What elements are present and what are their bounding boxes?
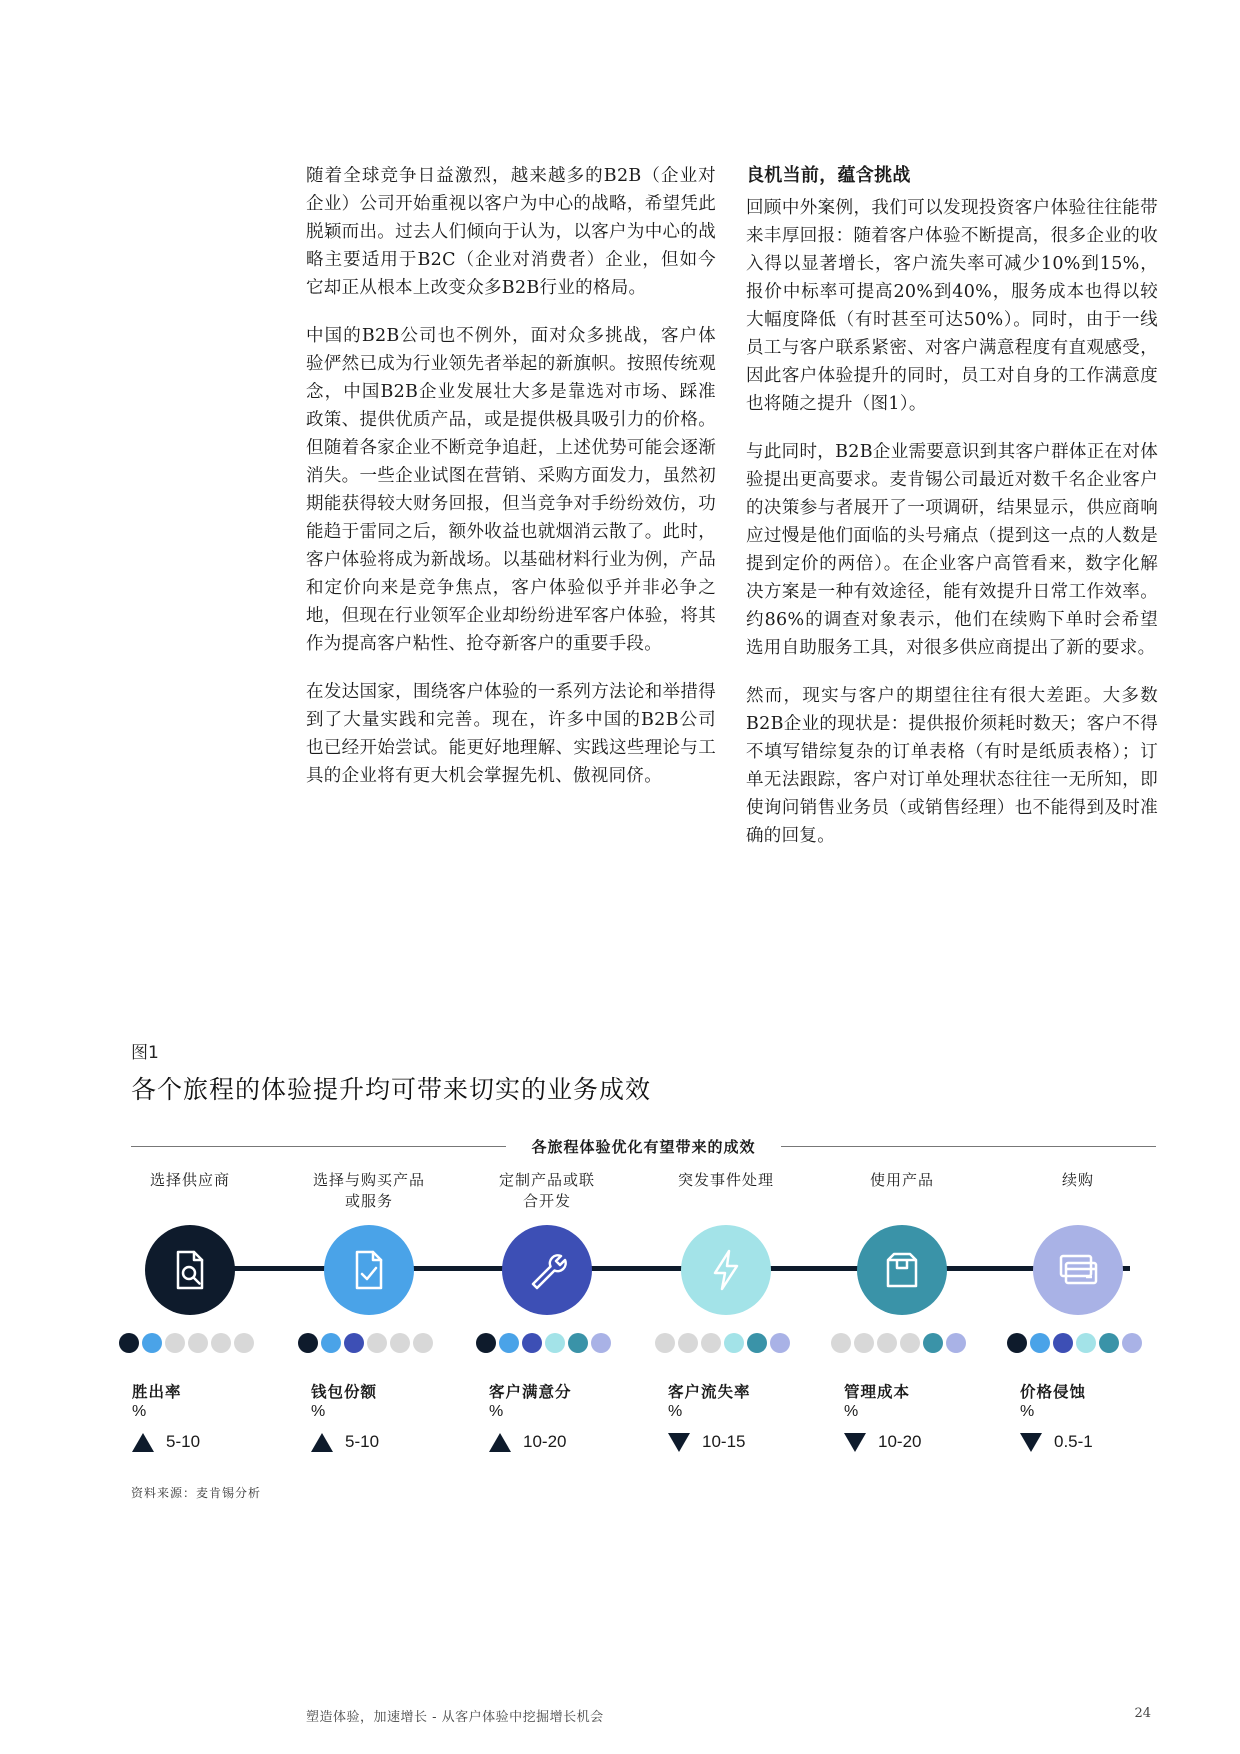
metric-name: 管理成本 bbox=[844, 1382, 911, 1401]
metric-name: 胜出率 bbox=[132, 1382, 182, 1401]
stage-label: 选择供应商 bbox=[149, 1171, 230, 1189]
lightning-icon bbox=[681, 1225, 771, 1315]
article-right-column bbox=[746, 162, 1158, 870]
metric-unit: % bbox=[311, 1403, 326, 1420]
stage-label: 续购 bbox=[1061, 1171, 1094, 1189]
indicator-dot bbox=[321, 1333, 341, 1353]
indicator-dot bbox=[1076, 1333, 1096, 1353]
figure-title: 各个旅程的体验提升均可带来切实的业务成效 bbox=[131, 1075, 652, 1104]
indicator-dot bbox=[946, 1333, 966, 1353]
metric-name: 客户流失率 bbox=[668, 1382, 751, 1401]
page-number: 24 bbox=[1134, 1706, 1151, 1721]
indicator-dot bbox=[678, 1333, 698, 1353]
stage-label: 选择与购买产品 或服务 bbox=[312, 1171, 425, 1210]
metric-name: 钱包份额 bbox=[311, 1382, 378, 1401]
source-note: 资料来源：麦肯锡分析 bbox=[131, 1486, 262, 1500]
metric-value: 10-20 bbox=[523, 1432, 567, 1451]
footer-title: 塑造体验，加速增长 - 从客户体验中挖掘增长机会 bbox=[306, 1710, 604, 1725]
triangle-down-icon bbox=[844, 1433, 866, 1452]
indicator-dot bbox=[234, 1333, 254, 1353]
indicator-dot bbox=[591, 1333, 611, 1353]
indicator-dot bbox=[1053, 1333, 1073, 1353]
indicator-dot bbox=[854, 1333, 874, 1353]
metric-unit: % bbox=[489, 1403, 504, 1420]
credit-card-icon bbox=[1033, 1225, 1123, 1315]
indicator-dots bbox=[655, 1333, 790, 1353]
stage-metric bbox=[668, 1380, 828, 1452]
metric-unit: % bbox=[844, 1403, 859, 1420]
metric-unit: % bbox=[668, 1403, 683, 1420]
indicator-dot bbox=[211, 1333, 231, 1353]
indicator-dots bbox=[298, 1333, 433, 1353]
box-icon bbox=[857, 1225, 947, 1315]
triangle-up-icon bbox=[132, 1433, 154, 1452]
indicator-dot bbox=[545, 1333, 565, 1353]
stage-metric bbox=[489, 1380, 649, 1452]
metric-value: 0.5-1 bbox=[1054, 1432, 1093, 1451]
triangle-down-icon bbox=[668, 1433, 690, 1452]
metric-value: 10-20 bbox=[878, 1432, 922, 1451]
stage-label: 突发事件处理 bbox=[677, 1171, 774, 1189]
indicator-dot bbox=[413, 1333, 433, 1353]
indicator-dot bbox=[900, 1333, 920, 1353]
stage-label: 使用产品 bbox=[869, 1171, 934, 1189]
indicator-dot bbox=[522, 1333, 542, 1353]
stage-metric bbox=[1020, 1380, 1180, 1452]
indicator-dot bbox=[188, 1333, 208, 1353]
divider bbox=[131, 1146, 506, 1147]
paragraph: 中国的B2B公司也不例外，面对众多挑战，客户体验俨然已成为行业领先者举起的新旗帜。按照传统观念，中国B2B企业发展壮大多是靠选对市场、踩准政策、提供优质产品，或是提供极具吸引力的价格。但随着各家企业不断竞争追赶，上述优势可能会逐渐消失。一些企业试图在营销、采购方面发力，虽然初期能获得较大财务回报，但当竞争对手纷纷效仿，功能趋于雷同之后，额外收益也就烟消云散了。此时，客户体验将成为新战场。以基础材料行业为例，产品和定价向来是竞争焦点，客户体验似乎并非必争之地，但现在行业领军企业却纷纷进军客户体验，将其作为提高客户粘性、抢夺新客户的重要手段。 bbox=[306, 326, 716, 654]
indicator-dot bbox=[1007, 1333, 1027, 1353]
indicator-dots bbox=[1007, 1333, 1142, 1353]
indicator-dot bbox=[923, 1333, 943, 1353]
checked-document-icon bbox=[324, 1225, 414, 1315]
indicator-dot bbox=[119, 1333, 139, 1353]
indicator-dot bbox=[298, 1333, 318, 1353]
indicator-dot bbox=[476, 1333, 496, 1353]
article-left-column bbox=[306, 162, 716, 810]
indicator-dot bbox=[344, 1333, 364, 1353]
indicator-dot bbox=[142, 1333, 162, 1353]
figure-label: 图1 bbox=[131, 1043, 159, 1063]
indicator-dot bbox=[770, 1333, 790, 1353]
indicator-dot bbox=[655, 1333, 675, 1353]
stage-metric bbox=[844, 1380, 1004, 1452]
indicator-dot bbox=[1030, 1333, 1050, 1353]
paragraph: 然而，现实与客户的期望往往有很大差距。大多数B2B企业的现状是：提供报价须耗时数天；客户不得不填写错综复杂的订单表格（有时是纸质表格）；订单无法跟踪，客户对订单处理状态往往一无所知，即使询问销售业务员（或销售经理）也不能得到及时准确的回复。 bbox=[746, 686, 1158, 846]
triangle-up-icon bbox=[311, 1433, 333, 1452]
paragraph: 随着全球竞争日益激烈，越来越多的B2B（企业对企业）公司开始重视以客户为中心的战略，希望凭此脱颖而出。过去人们倾向于认为，以客户为中心的战略主要适用于B2C（企业对消费者）企业，但如今它却正从根本上改变众多B2B行业的格局。 bbox=[306, 166, 716, 298]
triangle-up-icon bbox=[489, 1433, 511, 1452]
wrench-icon bbox=[502, 1225, 592, 1315]
indicator-dots bbox=[119, 1333, 254, 1353]
indicator-dot bbox=[701, 1333, 721, 1353]
paragraph: 回顾中外案例，我们可以发现投资客户体验往往能带来丰厚回报：随着客户体验不断提高，很多企业的收入得以显著增长，客户流失率可减少10%到15%，报价中标率可提高20%到40%，服务成本也得以较大幅度降低（有时甚至可达50%）。同时，由于一线员工与客户联系紧密、对客户满意程度有直观感受，因此客户体验提升的同时，员工对自身的工作满意度也将随之提升（图1）。 bbox=[746, 198, 1158, 414]
figure-subtitle: 各旅程体验优化有望带来的成效 bbox=[531, 1138, 756, 1156]
indicator-dot bbox=[1122, 1333, 1142, 1353]
indicator-dot bbox=[747, 1333, 767, 1353]
metric-value: 5-10 bbox=[345, 1432, 380, 1451]
indicator-dots bbox=[476, 1333, 611, 1353]
indicator-dot bbox=[831, 1333, 851, 1353]
figure-subtitle-row bbox=[131, 1136, 1156, 1156]
indicator-dots bbox=[831, 1333, 966, 1353]
stage-label: 定制产品或联 合开发 bbox=[498, 1171, 595, 1210]
divider bbox=[781, 1146, 1156, 1147]
section-heading: 良机当前，蕴含挑战 bbox=[746, 165, 911, 186]
triangle-down-icon bbox=[1020, 1433, 1042, 1452]
stage-metric bbox=[311, 1380, 471, 1452]
indicator-dot bbox=[1099, 1333, 1119, 1353]
indicator-dot bbox=[724, 1333, 744, 1353]
paragraph: 在发达国家，围绕客户体验的一系列方法论和举措得到了大量实践和完善。现在，许多中国的B2B公司也已经开始尝试。能更好地理解、实践这些理论与工具的企业将有更大机会掌握先机、傲视同侪。 bbox=[306, 682, 716, 786]
metric-name: 价格侵蚀 bbox=[1020, 1382, 1087, 1401]
indicator-dot bbox=[367, 1333, 387, 1353]
indicator-dot bbox=[390, 1333, 410, 1353]
metric-unit: % bbox=[132, 1403, 147, 1420]
indicator-dot bbox=[499, 1333, 519, 1353]
metric-value: 10-15 bbox=[702, 1432, 746, 1451]
indicator-dot bbox=[165, 1333, 185, 1353]
paragraph: 与此同时，B2B企业需要意识到其客户群体正在对体验提出更高要求。麦肯锡公司最近对数千名企业客户的决策参与者展开了一项调研，结果显示，供应商响应过慢是他们面临的头号痛点（提到这一点的人数是提到定价的两倍）。在企业客户高管看来，数字化解决方案是一种有效途径，能有效提升日常工作效率。约86%的调查对象表示，他们在续购下单时会希望选用自助服务工具，对很多供应商提出了新的要求。 bbox=[746, 442, 1158, 658]
indicator-dot bbox=[568, 1333, 588, 1353]
indicator-dot bbox=[877, 1333, 897, 1353]
search-document-icon bbox=[145, 1225, 235, 1315]
metric-unit: % bbox=[1020, 1403, 1035, 1420]
metric-value: 5-10 bbox=[166, 1432, 201, 1451]
metric-name: 客户满意分 bbox=[489, 1382, 572, 1401]
stage-metric bbox=[132, 1380, 292, 1452]
